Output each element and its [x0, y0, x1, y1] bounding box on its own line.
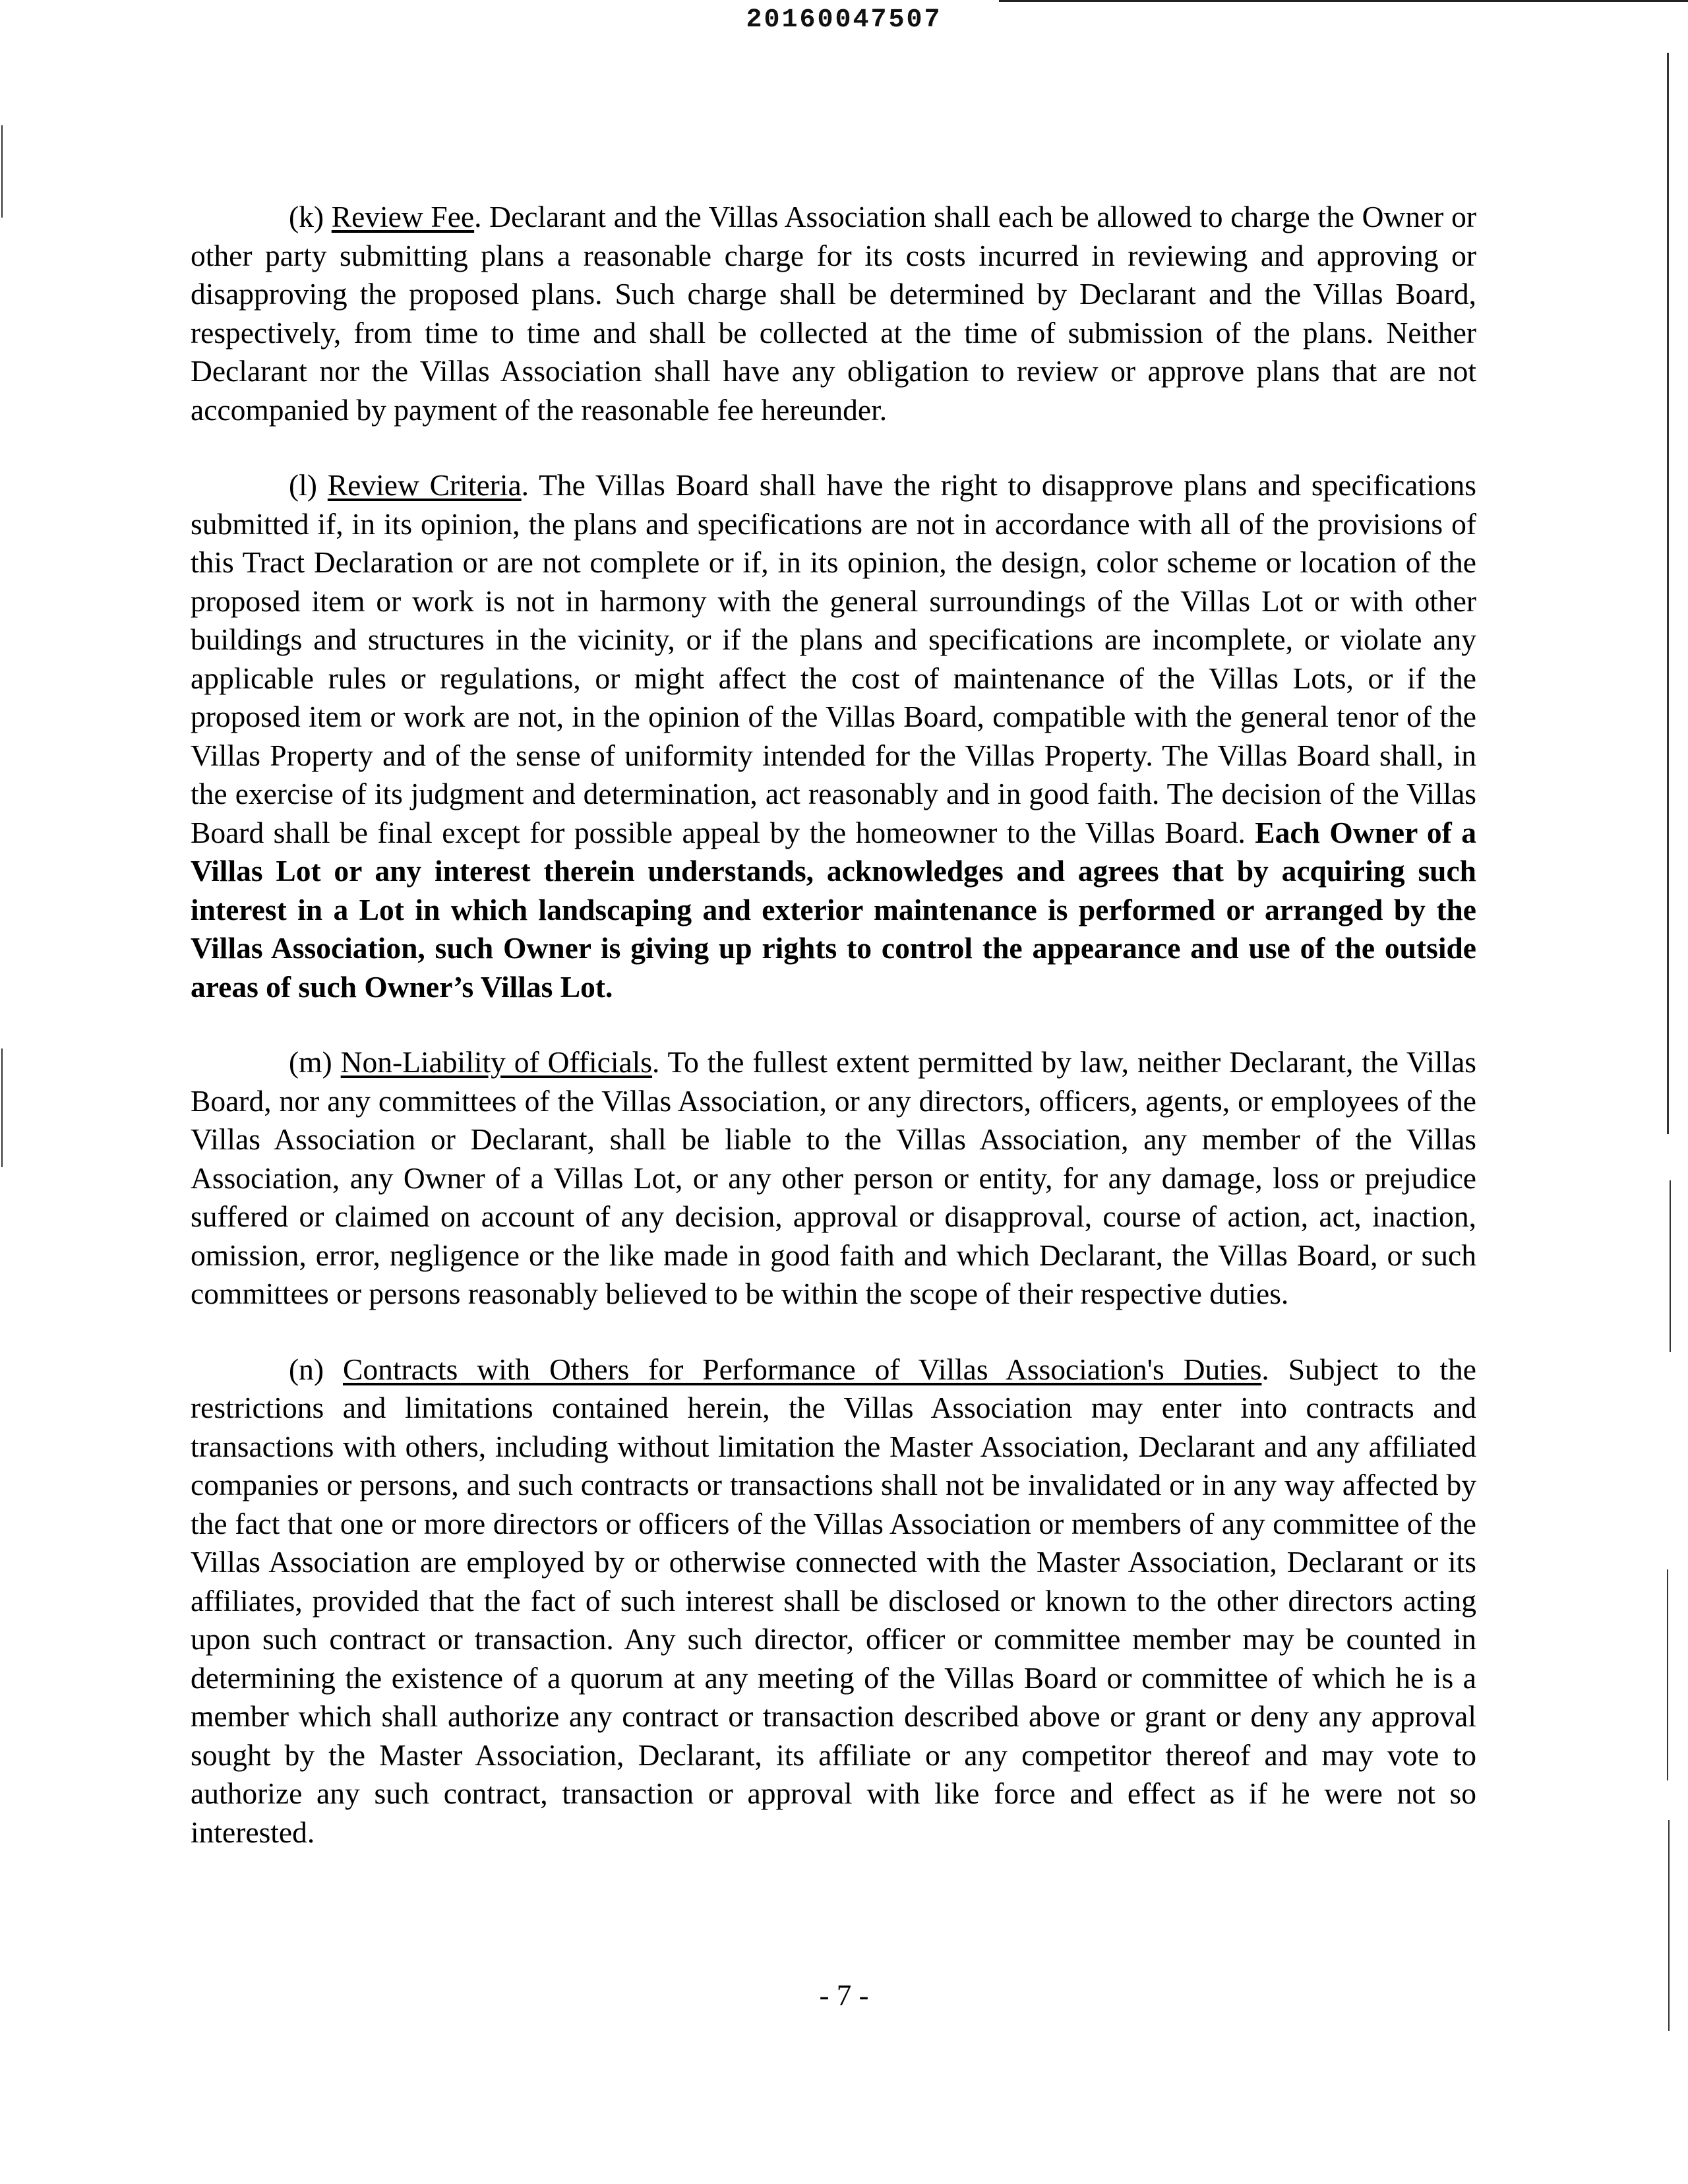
heading-terminator: .: [521, 468, 529, 502]
paragraph-text: Subject to the restrictions and limitations contained herein, the Villas Association may enter into contracts and transactions with others, including without limitation the Master Association, Declarant and any affiliated companies or persons, and such contracts or transactions shall not be invalidated or in any way affected by the fact that one or more directors or officers of the Villas Association or members of any committee of the Villas Association are employed by or otherwise connected with the Master Association, Declarant or its affiliates, provided that the fact of such interest shall be disclosed or known to the other directors acting upon such contract or transaction. Any such director, officer or committee member may be counted in determining the existence of a quorum at any meeting of the Villas Board or committee of which he is a member which shall authorize any contract or transaction described above or grant or deny any approval sought by the Master Association, Declarant, its affiliate or any competitor thereof and may vote to authorize any such contract, transaction or approval with like force and effect as if he were not so interested.: [191, 1352, 1476, 1849]
heading-terminator: .: [1261, 1352, 1269, 1386]
paragraph-label: (n): [289, 1352, 324, 1386]
paragraph-label: (l): [289, 468, 317, 502]
section-heading-non-liability: Non-Liability of Officials: [340, 1045, 653, 1079]
top-border-rule: [999, 0, 1688, 2]
paragraph-label: (k): [289, 200, 324, 233]
paragraph-text: The Villas Board shall have the right to disapprove plans and specifications submitted if, in its opinion, the plans and specifications are not in accordance with all of the provisions of this Tract Declaration or are not complete or if, in its opinion, the design, color scheme or location of the proposed item or work is not in harmony with the general surroundings of the Villas Lot or with other buildings and structures in the vicinity, or if the plans and specifications are incomplete, or violate any applicable rules or regulations, or might affect the cost of maintenance of the Villas Lots, or if the proposed item or work are not, in the opinion of the Villas Board, compatible with the general tenor of the Villas Property and of the sense of uniformity intended for the Villas Property. The Villas Board shall, in the exercise of its judgment and determination, act reasonably and in good faith. The decision of the Villas Board shall be final except for possible appeal by the homeowner to the Villas Board.: [191, 468, 1476, 849]
paragraph-n: [191, 1350, 1476, 1852]
scan-edge-mark: [1667, 1569, 1668, 1780]
section-heading-review-fee: Review Fee: [331, 200, 475, 233]
section-heading-contracts: Contracts with Others for Performance of Villas Association's Duties: [342, 1352, 1262, 1386]
paragraph-text: Declarant and the Villas Association shall each be allowed to charge the Owner or other party submitting plans a reasonable charge for its costs incurred in reviewing and approving or disapproving the proposed plans. Such charge shall be determined by Declarant and the Villas Board, respectively, from time to time and shall be collected at the time of submission of the plans. Neither Declarant nor the Villas Association shall have any obligation to review or approve plans that are not accompanied by payment of the reasonable fee hereunder.: [191, 200, 1476, 427]
scan-edge-mark: [1, 1048, 3, 1167]
heading-terminator: .: [652, 1045, 660, 1079]
document-number: 20160047507: [746, 5, 942, 35]
paragraph-text: To the fullest extent permitted by law, neither Declarant, the Villas Board, nor any committees of the Villas Association, or any directors, officers, agents, or employees of the Villas Association or Declarant, shall be liable to the Villas Association, any member of the Villas Association, any Owner of a Villas Lot, or any other person or entity, for any damage, loss or prejudice suffered or claimed on account of any decision, approval or disapproval, course of action, act, inaction, omission, error, negligence or the like made in good faith and which Declarant, the Villas Board, or such committees or persons reasonably believed to be within the scope of their respective duties.: [191, 1045, 1477, 1310]
page-number: - 7 -: [819, 1979, 869, 2012]
section-heading-review-criteria: Review Criteria: [327, 468, 522, 502]
paragraph-k: [191, 198, 1476, 429]
paragraph-bold-text: Each Owner of a Villas Lot or any interest therein understands, acknowledges and agrees that by acquiring such interest in a Lot in which landscaping and exterior maintenance is performed or arranged by the Villas Association, such Owner is giving up rights to control the appearance and use of the outside areas of such Owner’s Villas Lot.: [191, 815, 1476, 1004]
paragraph-m: [191, 1043, 1476, 1314]
scan-edge-mark: [1, 125, 3, 218]
paragraph-l: [191, 466, 1476, 1006]
scan-edge-mark: [1670, 1180, 1671, 1352]
heading-terminator: .: [474, 200, 482, 233]
document-body: [191, 198, 1476, 1852]
paragraph-label: (m): [289, 1045, 332, 1079]
scan-edge-mark: [1667, 53, 1669, 1134]
